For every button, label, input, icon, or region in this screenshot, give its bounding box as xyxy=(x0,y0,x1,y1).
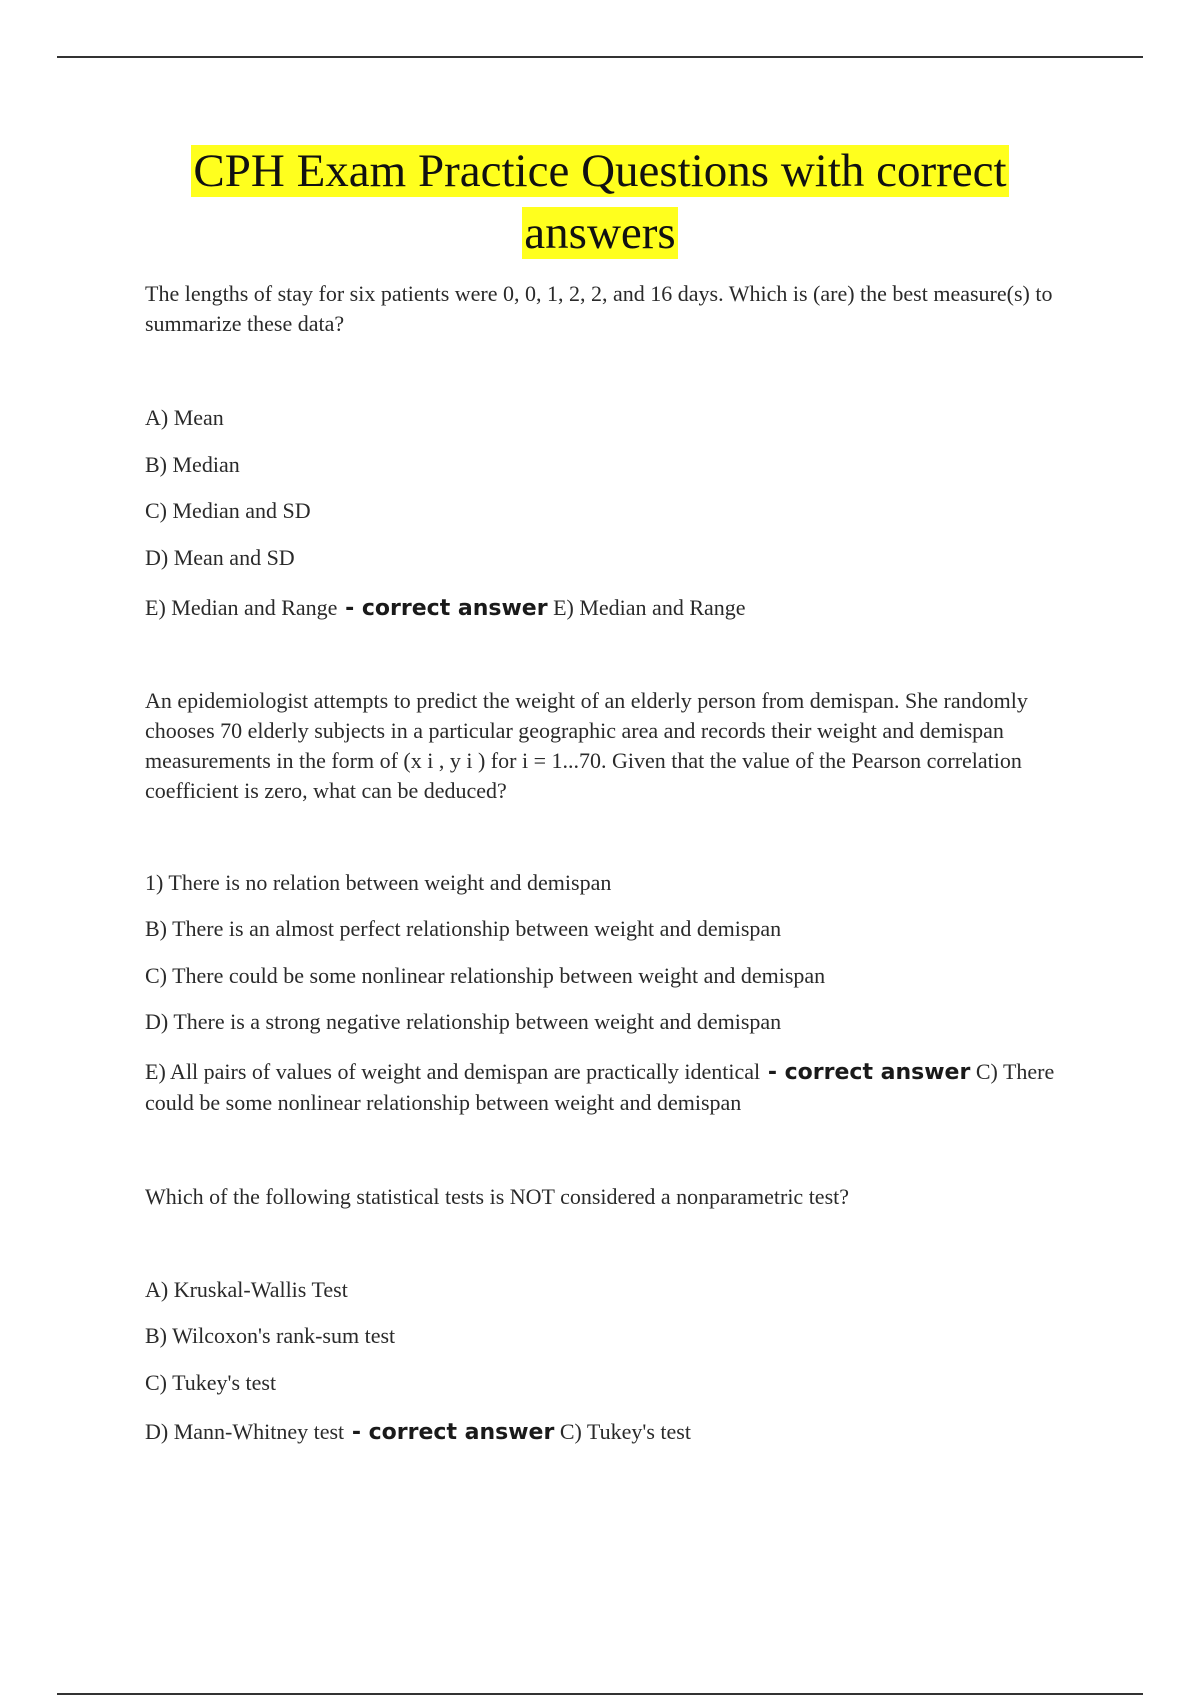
top-rule xyxy=(57,56,1143,58)
question-1 xyxy=(145,279,1075,339)
option: 1) There is no relation between weight and demispan xyxy=(145,870,612,895)
question-text: Which of the following statistical tests is NOT considered a nonparametric test? xyxy=(145,1184,850,1209)
answer-separator: - xyxy=(760,1060,785,1085)
last-option: E) All pairs of values of weight and demispan are practically identical xyxy=(145,1059,761,1084)
correct-answer-label: correct answer xyxy=(784,1060,971,1085)
answer-line xyxy=(145,1417,1075,1448)
title-line-1: CPH Exam Practice Questions with correct xyxy=(193,145,1007,197)
correct-answer-label: correct answer xyxy=(361,596,548,621)
question-3 xyxy=(145,1182,1075,1212)
last-option: D) Mann-Whitney test xyxy=(145,1419,345,1444)
bottom-rule xyxy=(57,1693,1143,1695)
document-title xyxy=(0,140,1200,264)
correct-answer-text: E) Median and Range xyxy=(553,595,746,620)
option: B) There is an almost perfect relationship between weight and demispan xyxy=(145,916,782,941)
answer-line xyxy=(145,1057,1075,1118)
correct-answer-label: correct answer xyxy=(368,1420,555,1445)
option: A) Kruskal-Wallis Test xyxy=(145,1277,348,1302)
option: B) Wilcoxon's rank-sum test xyxy=(145,1323,396,1348)
question-text: An epidemiologist attempts to predict the weight of an elderly person from demispan. She randomly chooses 70 elderly subjects in a particular geographic area and records their weight and demispan measurements in the form of (x i , y i ) for i = 1...70. Given that the value of the Pearson correlation coefficient is zero, what can be deduced? xyxy=(145,688,1028,803)
option: B) Median xyxy=(145,452,240,477)
correct-answer-text: C) Tukey's test xyxy=(559,1419,691,1444)
option: C) There could be some nonlinear relationship between weight and demispan xyxy=(145,963,826,988)
question-2 xyxy=(145,686,1075,806)
answer-separator: - xyxy=(344,1420,369,1445)
title-line-2: answers xyxy=(524,207,676,259)
option: A) Mean xyxy=(145,405,224,430)
correct-answer-text: C) There could be some nonlinear relationship between weight and demispan xyxy=(145,1059,1055,1115)
option: D) There is a strong negative relationship between weight and demispan xyxy=(145,1009,782,1034)
option: C) Tukey's test xyxy=(145,1370,277,1395)
option: D) Mean and SD xyxy=(145,545,295,570)
option: C) Median and SD xyxy=(145,498,311,523)
answer-separator: - xyxy=(337,596,362,621)
answer-line xyxy=(145,593,1075,624)
question-text: The lengths of stay for six patients were 0, 0, 1, 2, 2, and 16 days. Which is (are) the best measure(s) to summarize these data? xyxy=(145,281,1053,336)
last-option: E) Median and Range xyxy=(145,595,338,620)
